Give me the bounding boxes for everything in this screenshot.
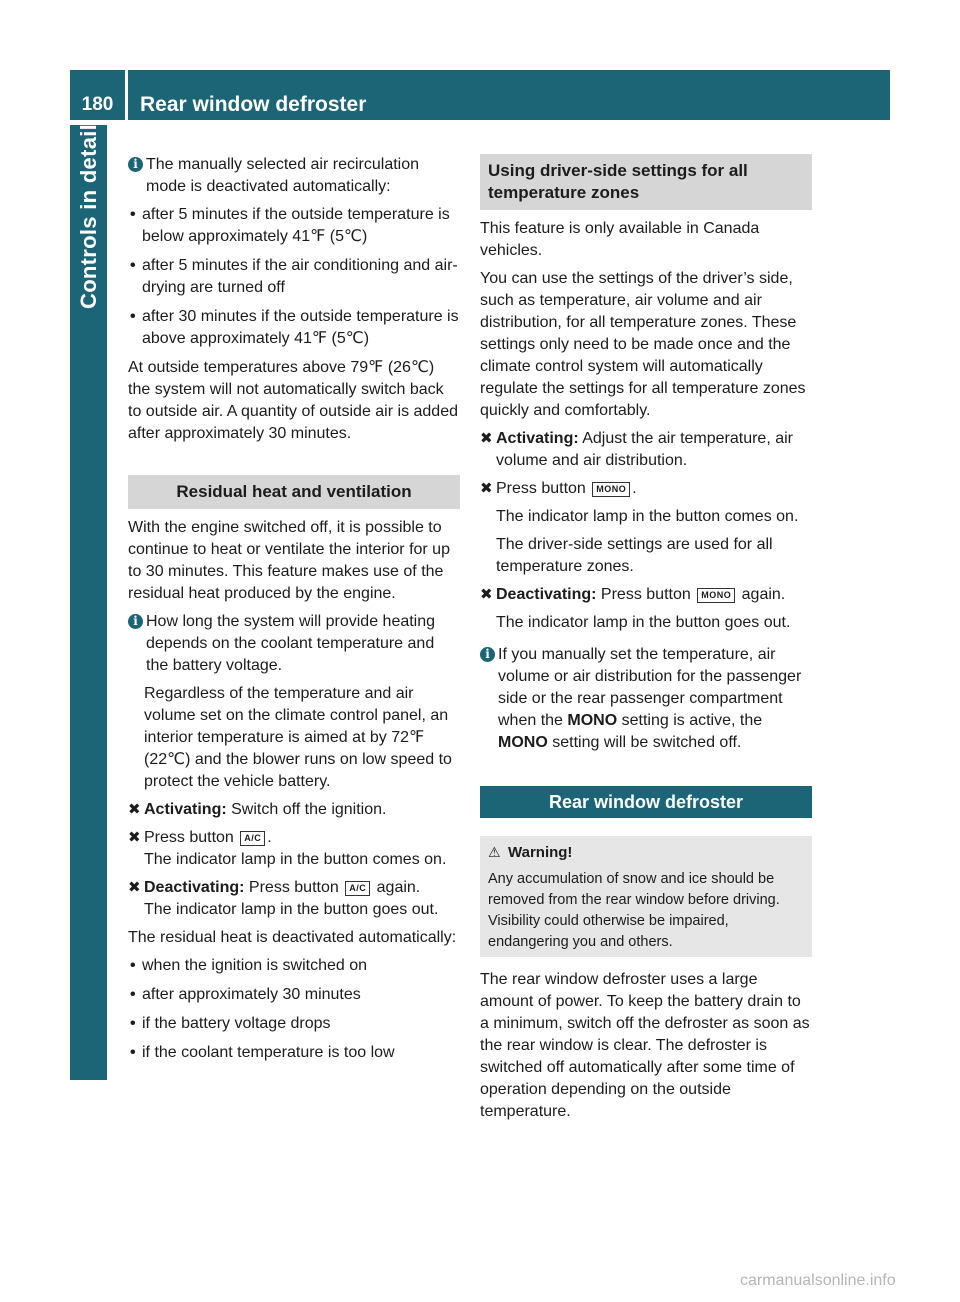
step-result: The driver-side settings are used for all temperature zones. [496,536,773,575]
warning-box [480,836,812,957]
paragraph: The residual heat is deactivated automatically: [128,929,457,946]
note-text: The manually selected air recirculation mode is deactivated automatically: [146,156,420,195]
step-text: Switch off the ignition. [231,801,387,818]
mono-button-icon: MONO [592,482,630,497]
info-icon: i [128,614,143,629]
step-text: Adjust the air temperature, air volume and air distribution. [496,430,793,469]
list-item: • after approximately 30 minutes [128,984,460,1006]
step-press-button: ✖ Press button A/C . The indicator lamp in the button comes on. [128,829,447,868]
paragraph: At outside temperatures above 79℉ (26℃) the system will not automatically switch back to outside air. A quantity of outside air is added after approximately 30 minutes. [128,359,458,442]
note-text: setting will be switched off. [552,734,742,751]
section-heading-mono: Using driver-side settings for all temperature zones [480,154,812,210]
step-activating [128,799,460,821]
list-item: • when the ignition is switched on [128,955,460,977]
step-label: Deactivating: [496,586,597,603]
paragraph: The rear window defroster uses a large amount of power. To keep the battery drain to a minimum, switch off the defroster as soon as the rear window is clear. The defroster is switched off automatically after some time of operation depending on the outside temperature. [480,971,810,1120]
section-heading-residual-heat: Residual heat and ventilation [128,475,460,509]
page-title: Rear window defroster [140,93,367,116]
step-label: Activating: [496,430,579,447]
step-text: Press button [600,586,691,603]
paragraph: This feature is only available in Canada vehicles. [480,220,760,259]
note-text: setting is active, the [621,712,763,729]
info-icon: i [480,647,495,662]
warning-title: ⚠ Warning! [488,844,573,861]
step-arrow-icon: ✖ [128,829,141,846]
step-text: Press button [496,480,586,497]
step-result: The indicator lamp in the button comes on. [496,508,799,525]
page-number: 180 [81,94,114,115]
watermark: carmanualsonline.info [740,1272,896,1289]
mono-label: MONO [567,712,618,729]
note-text: If you manually set the temperature, air volume or air distribution for the passenger side or the rear passenger compartment when the [498,646,802,729]
mono-button-icon: MONO [697,588,735,603]
step-result: The indicator lamp in the button goes out. [496,614,791,631]
note-text: How long the system will provide heating depends on the coolant temperature and the battery voltage. [146,613,436,674]
step-deactivating [128,877,460,921]
step-activating [480,428,812,472]
section-heading-defroster: Rear window defroster [480,786,812,818]
step-result: The indicator lamp in the button comes on. [144,851,447,868]
list-item: • after 5 minutes if the air conditioning and air-drying are turned off [128,255,460,299]
step-arrow-icon: ✖ [480,586,493,603]
step-text-after: again. [741,586,786,603]
warning-text: Any accumulation of snow and ice should be removed from the rear window before driving. Visibility could otherwise be impaired, endangering you and others. [488,871,780,950]
step-text: Press button [144,829,234,846]
side-tab-label: Controls in detail [76,124,101,310]
paragraph: You can use the settings of the driver’s side, such as temperature, air volume and air distribution, for all temperature zones. These settings only need to be made once and the climate control system will automatically regulate the settings for all temperature zones quickly and comfortably. [480,270,806,419]
step-arrow-icon: ✖ [480,480,493,497]
step-text-after: again. [376,879,421,896]
list-item: • after 5 minutes if the outside temperature is below approximately 41℉ (5℃) [128,204,460,248]
step-arrow-icon: ✖ [128,879,141,896]
info-icon: i [128,157,143,172]
list-item: • after 30 minutes if the outside temperature is above approximately 41℉ (5℃) [128,306,460,350]
note-subtext: Regardless of the temperature and air volume set on the climate control panel, an interior temperature is aimed at by 72℉ (22℃) and the blower runs on low speed to protect the vehicle battery. [144,685,452,790]
info-note-recirculation [128,154,460,198]
step-press-button: ✖ Press button MONO . [480,478,812,500]
step-arrow-icon: ✖ [480,430,493,447]
left-column [128,154,460,1071]
step-arrow-icon: ✖ [128,801,141,818]
info-note-heating [128,611,460,677]
step-deactivating [480,584,812,606]
ac-rest-button-icon: A/C [345,881,370,896]
right-column [480,154,812,1129]
step-text: Press button [248,879,339,896]
ac-rest-button-icon: A/C [240,831,265,846]
header-divider [125,70,128,120]
step-label: Deactivating: [144,879,245,896]
step-result: The indicator lamp in the button goes out. [144,901,439,918]
mono-label: MONO [498,734,548,751]
paragraph: With the engine switched off, it is possible to continue to heat or ventilate the interior for up to 30 minutes. This feature makes use of the residual heat produced by the engine. [128,519,450,602]
warning-triangle-icon: ⚠ [488,844,501,860]
list-item: • if the coolant temperature is too low [128,1042,460,1064]
step-label: Activating: [144,801,227,818]
list-item: • if the battery voltage drops [128,1013,460,1035]
info-note-mono [480,644,812,754]
